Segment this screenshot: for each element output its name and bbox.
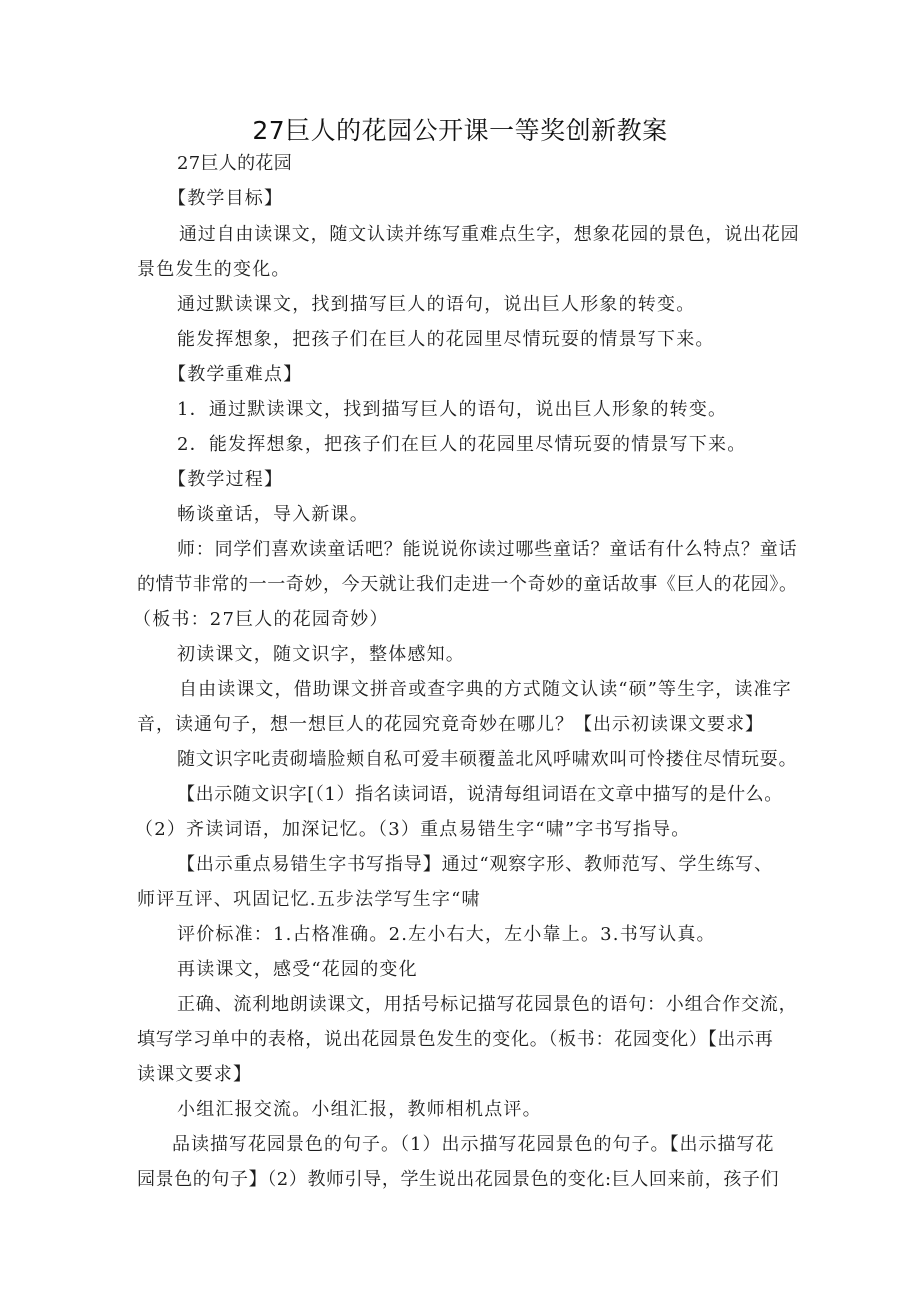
- text-line: 填写学习单中的表格，说出花园景色发生的变化。（板书：花园变化）【出示再: [137, 1029, 774, 1050]
- text-line: 【出示重点易错生字书写指导】通过“观察字形、教师范写、学生练写、: [177, 854, 773, 875]
- document-title: 27巨人的花园公开课一等奖创新教案: [252, 116, 668, 145]
- text-line: 初读课文，随文识字，整体感知。: [177, 644, 465, 665]
- text-line: 27巨人的花园: [177, 153, 293, 174]
- text-line: 评价标准：1.占格准确。2.左小右大，左小靠上。3.书写认真。: [177, 924, 716, 945]
- text-line: 小组汇报交流。小组汇报，教师相机点评。: [177, 1099, 542, 1120]
- text-line: 师评互评、巩固记忆.五步法学写生字“啸: [137, 889, 481, 910]
- text-line: 品读描写花园景色的句子。（1）出示描写花园景色的句子。【出示描写花: [172, 1134, 775, 1155]
- text-line: 能发挥想象，把孩子们在巨人的花园里尽情玩耍的情景写下来。: [177, 329, 715, 350]
- text-line: 园景色的句子】（2）教师引导，学生说出花园景色的变化:巨人回来前，孩子们: [137, 1169, 780, 1190]
- text-line: 的情节非常的一一奇妙，今天就让我们走进一个奇妙的童话故事《巨人的花园》。: [137, 574, 798, 595]
- section-heading: 【教学重难点】: [168, 364, 303, 385]
- text-line: 读课文要求】: [137, 1064, 253, 1085]
- section-heading: 【教学目标】: [168, 188, 284, 209]
- text-line: 再读课文，感受“花园的变化: [177, 959, 418, 980]
- text-line: 音，读通句子，想一想巨人的花园究竟奇妙在哪儿？【出示初读课文要求】: [137, 714, 764, 735]
- section-heading: 【教学过程】: [168, 469, 284, 490]
- text-line: 正确、流利地朗读课文，用括号标记描写花园景色的语句：小组合作交流，: [177, 994, 798, 1015]
- text-line: 随文识字叱责砌墙脸颊自私可爱丰硕覆盖北风呼啸欢叫可怜搂住尽情玩耍。: [177, 749, 798, 770]
- text-line: 通过默读课文，找到描写巨人的语句，说出巨人形象的转变。: [177, 294, 696, 315]
- text-line: 2．能发挥想象，把孩子们在巨人的花园里尽情玩耍的情景写下来。: [177, 434, 747, 455]
- text-line: （板书：27巨人的花园奇妙）: [133, 609, 389, 630]
- text-line: （2）齐读词语，加深记忆。（3）重点易错生字“啸”字书写指导。: [135, 819, 691, 840]
- text-line: 1．通过默读课文，找到描写巨人的语句，说出巨人形象的转变。: [177, 399, 728, 420]
- text-line: 【出示随文识字[（1）指名读词语，说清每组词语在文章中描写的是什么。: [177, 784, 783, 805]
- text-line: 通过自由读课文，随文认读并练写重难点生字，想象花园的景色，说出花园: [179, 224, 800, 245]
- text-line: 自由读课文，借助课文拼音或查字典的方式随文认读“硕”等生字，读准字: [179, 679, 792, 700]
- text-line: 畅谈童话，导入新课。: [177, 504, 369, 525]
- text-line: 师：同学们喜欢读童话吧？能说说你读过哪些童话？童话有什么特点？童话: [177, 539, 798, 560]
- text-line: 景色发生的变化。: [137, 259, 291, 280]
